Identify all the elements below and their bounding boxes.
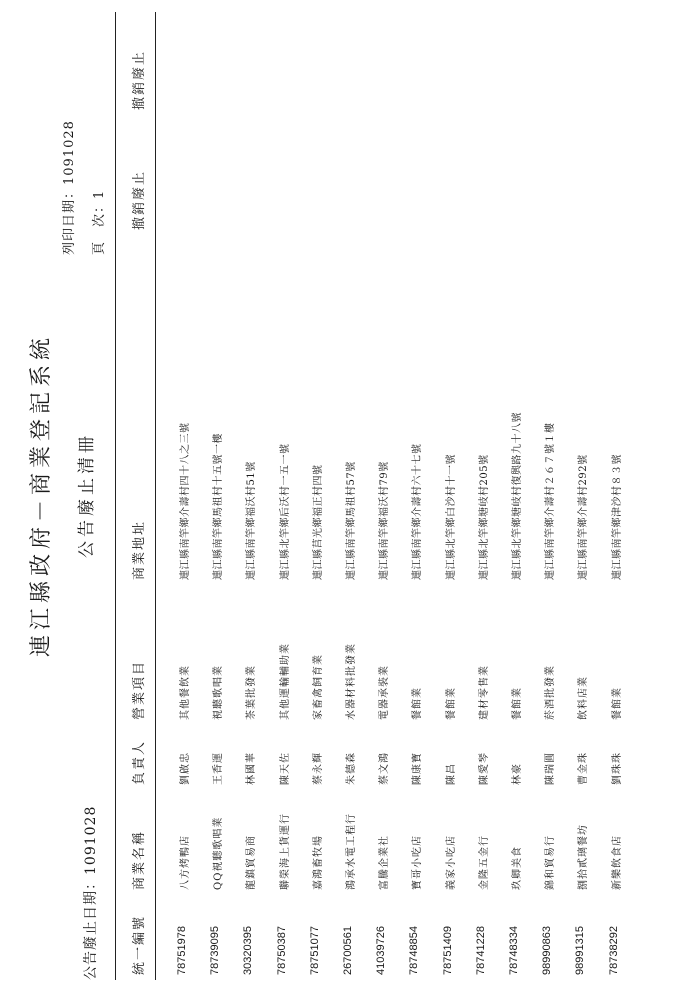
cell-name: 捌拾貳璃餐坊 — [578, 824, 590, 890]
cell-id: 78751978 — [176, 926, 188, 975]
cell-address: 連江縣北竿鄉白沙村十一號 — [445, 454, 457, 580]
cell-id: 78748334 — [508, 926, 520, 975]
cell-id: 30320395 — [242, 926, 255, 975]
table-header-rule — [155, 12, 156, 980]
print-date: 列印日期：1091028 — [62, 120, 77, 255]
table-row — [266, 0, 299, 990]
header-owner: 負責人 — [132, 739, 147, 785]
table-row — [365, 0, 398, 990]
table-row — [398, 0, 431, 990]
cell-id: 78751077 — [308, 926, 321, 975]
table-row — [199, 0, 232, 990]
header-reason: 撤銷廢止 — [132, 169, 147, 230]
cell-name: 義家小吃店 — [445, 835, 457, 890]
cell-address: 連江縣南竿鄉津沙村８３號 — [611, 454, 623, 580]
table-row — [432, 0, 465, 990]
cell-address: 連江縣莒光鄉福正村四號 — [312, 464, 324, 580]
table-row — [232, 0, 265, 990]
cell-owner: 陳瑞圓 — [545, 752, 557, 785]
cell-address: 連江縣南竿鄉介壽村292號 — [578, 454, 590, 580]
cell-name: 金隆五金行 — [478, 835, 490, 890]
cell-owner: 陳愛琴 — [478, 752, 490, 785]
cell-name: 新樂飲食店 — [611, 835, 623, 890]
cell-name: 玖卿美食 — [512, 846, 523, 890]
table-row — [166, 0, 199, 990]
table-row — [598, 0, 631, 990]
cell-name: 富騰企業社 — [379, 835, 391, 890]
table-top-rule — [115, 12, 116, 980]
cell-item: 餐館業 — [512, 687, 523, 720]
cell-id: 78750387 — [275, 926, 288, 975]
cell-id: 98990863 — [541, 926, 554, 975]
table-row — [299, 0, 332, 990]
table-row — [332, 0, 365, 990]
cell-item: 菸酒批發業 — [545, 665, 557, 720]
cell-item: 家畜禽飼育業 — [312, 654, 324, 720]
cell-id: 41039726 — [375, 926, 388, 975]
cell-address: 連江縣北竿鄉塘岐村復興路九十八號 — [512, 412, 523, 580]
cell-item: 餐館業 — [445, 687, 457, 720]
cell-owner: 蔡永輝 — [312, 752, 324, 785]
page-number: 頁 次：1 — [92, 189, 107, 255]
cell-address: 連江縣南竿鄉介壽村２６７號１樓 — [545, 422, 557, 580]
cell-owner: 陳康寶 — [412, 752, 424, 785]
table-row — [465, 0, 498, 990]
cell-item: 餐館業 — [611, 687, 623, 720]
cell-name: 錦和貿易行 — [545, 835, 557, 890]
cell-name: 鴻承水電工程行 — [346, 813, 357, 890]
cell-owner: 劉啟忠 — [180, 752, 191, 785]
header-item: 營業項目 — [132, 659, 147, 720]
header-reason-2: 撤銷廢止 — [132, 49, 147, 110]
cell-owner: 蔡文鴻 — [379, 752, 391, 785]
document-title: 連江縣政府－商業登記系統 — [29, 333, 54, 658]
header-address: 商業地址 — [132, 519, 147, 580]
cell-item: 建材零售業 — [478, 665, 490, 720]
cell-address: 連江縣北竿鄉塘岐村205號 — [478, 454, 490, 580]
cell-owner: 林豪 — [512, 763, 523, 785]
document-subtitle: 公告廢止清冊 — [77, 432, 97, 558]
cell-name: 寶哥小吃店 — [412, 835, 424, 890]
cell-owner: 陳天佐 — [279, 752, 291, 785]
cell-owner: 王香運 — [213, 752, 225, 785]
cell-name: 嘉鴻畜牧場 — [312, 835, 324, 890]
cell-name: QQ視聽歌唱業 — [213, 816, 225, 890]
cell-item: 電器承裝業 — [379, 665, 391, 720]
cell-id: 78741228 — [474, 926, 487, 975]
notice-date: 公告廢止日期：1091028 — [83, 805, 99, 980]
cell-name: 八方烤鴨店 — [180, 835, 191, 890]
table-row — [564, 0, 597, 990]
table-row — [498, 0, 531, 990]
cell-address: 連江縣南竿鄉福沃村79號 — [379, 461, 391, 580]
cell-owner: 劉珠珠 — [611, 752, 623, 785]
cell-address: 連江縣南竿鄉福沃村51號 — [246, 461, 258, 580]
cell-item: 視聽歌唱業 — [213, 665, 225, 720]
header-name: 商業名稱 — [132, 829, 147, 890]
cell-item: 水器材料批發業 — [346, 643, 357, 720]
cell-item: 飲料店業 — [578, 676, 590, 720]
cell-address: 連江縣南竿鄉馬祖村57號 — [346, 461, 357, 580]
cell-item: 其他餐飲業 — [180, 665, 191, 720]
cell-id: 78738292 — [607, 926, 620, 975]
cell-address: 連江縣南竿鄉馬祖村十五號一樓 — [213, 433, 225, 580]
cell-item: 其他運輸輔助業 — [279, 643, 291, 720]
header-id: 統一編號 — [132, 914, 147, 975]
cell-address: 連江縣南竿鄉介壽村六十七號 — [412, 443, 424, 580]
cell-name: 聯榮海上貨運行 — [279, 813, 291, 890]
cell-address: 連江縣南竿鄉介壽村四十八之三號 — [180, 422, 191, 580]
cell-owner: 陳昌 — [445, 763, 457, 785]
cell-address: 連江縣北竿鄉后沃村一五一號 — [279, 443, 291, 580]
cell-name: 龍鎮貿易商 — [246, 835, 258, 890]
cell-owner: 朱德森 — [346, 752, 357, 785]
cell-item: 餐館業 — [412, 687, 424, 720]
table-row — [531, 0, 564, 990]
cell-id: 98991315 — [574, 926, 587, 975]
cell-owner: 曹金珠 — [578, 752, 590, 785]
cell-id: 78751409 — [441, 926, 454, 975]
cell-owner: 林國華 — [246, 752, 258, 785]
cell-id: 26700561 — [342, 926, 354, 975]
cell-item: 茶葉批發業 — [246, 665, 258, 720]
cell-id: 78739095 — [209, 926, 222, 975]
cell-id: 78748854 — [408, 926, 421, 975]
